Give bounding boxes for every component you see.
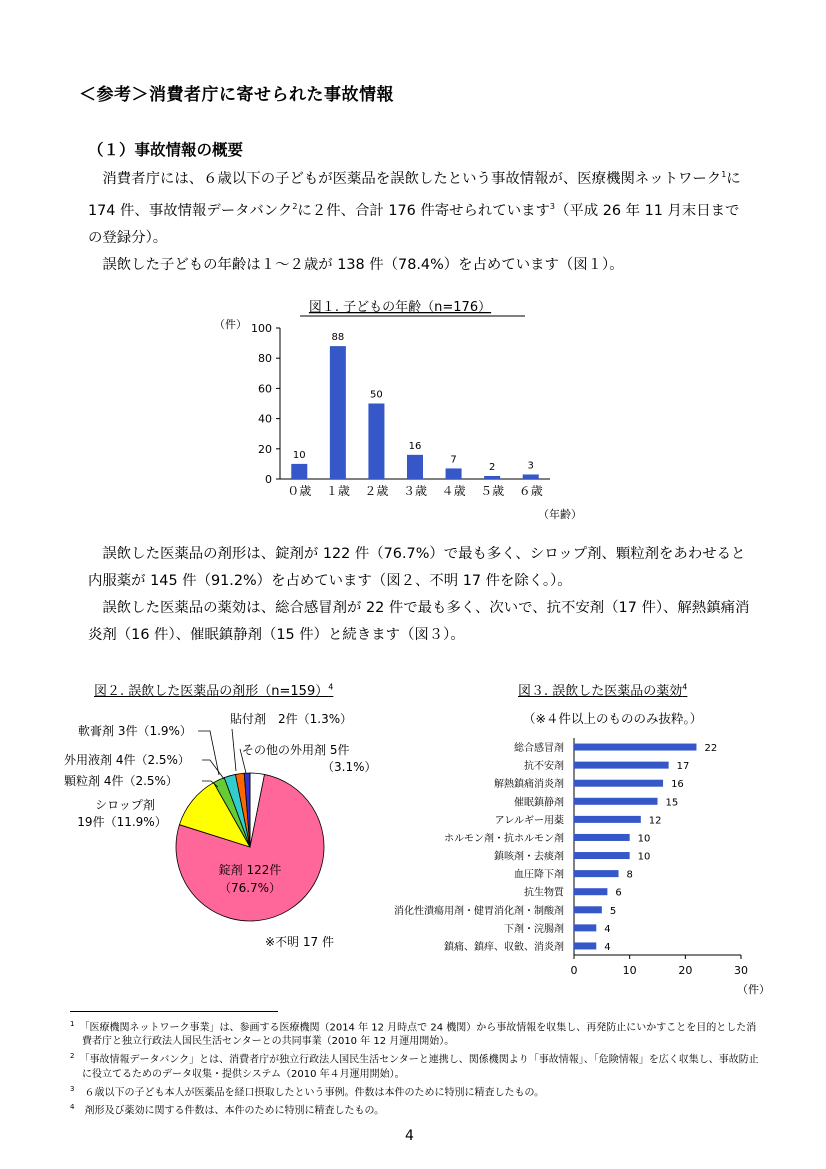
pie-title-text: 図２. 誤飲した医薬品の剤形（n=159） [94, 684, 329, 699]
hbar [574, 888, 607, 895]
hbar-category-label: ホルモン剤・抗ホルモン剤 [444, 833, 564, 845]
hbar-category-label: 解熱鎮痛消炎剤 [494, 779, 564, 791]
hbar-category-label: 催眠鎮静剤 [514, 797, 564, 809]
footnote-num: 2 [70, 1052, 75, 1061]
bar [330, 346, 346, 479]
hbar-title-sup: 4 [682, 682, 688, 692]
footnote-num: 4 [70, 1102, 75, 1111]
paragraph-efficacy: 誤飲した医薬品の薬効は、総合感冒剤が 22 件で最も多く、次いで、抗不安剤（17 件）、解熱鎮痛消炎剤（16 件）、催眠鎮静剤（15 件）と続きます（図３）。 [88, 600, 750, 643]
footnote-num: 3 [70, 1084, 75, 1093]
hbar-value-label: 12 [648, 815, 662, 827]
hbar-x-tick-label: 0 [570, 964, 578, 977]
paragraph-intro [88, 161, 753, 279]
hbar [574, 798, 658, 805]
bar [484, 476, 500, 479]
hbar-value-label: 5 [609, 905, 617, 917]
footnote-ref-2: 2 [292, 201, 298, 211]
bar [523, 474, 539, 479]
bar-value-label: 16 [408, 440, 422, 452]
pie-label-other: その他の外用剤 5件 [242, 743, 350, 757]
footnote-ref-3: 3 [549, 201, 555, 211]
page-heading: ＜参考＞消費者庁に寄せられた事故情報 [79, 85, 394, 105]
para1-text-1: 消費者庁には、６歳以下の子どもが医薬品を誤飲したという事故情報が、医療機関ネットワーク [102, 170, 722, 187]
hbar [574, 852, 630, 859]
y-axis-label: （件） [214, 318, 247, 331]
y-tick-label: 0 [265, 473, 272, 486]
para1-text-3: に２件、合計 176 件寄せられています [297, 202, 550, 219]
y-tick-label: 40 [258, 412, 272, 426]
paragraph-age: 誤飲した子どもの年齢は１～２歳が 138 件（78.4%）を占めています（図１）。 [102, 256, 624, 273]
pie-pct-tablet: （76.7%） [218, 881, 282, 895]
hbar-value-label: 10 [637, 851, 651, 863]
x-tick-label: ２歳 [364, 484, 389, 498]
section-heading: （１）事故情報の概要 [88, 141, 244, 159]
bar [368, 404, 384, 480]
hbar-title-text: 図３. 誤飲した医薬品の薬効 [518, 684, 683, 699]
x-tick-label: ０歳 [287, 484, 312, 498]
bar-value-label: 7 [450, 454, 457, 466]
footnote-ref-1: 1 [721, 170, 727, 179]
bar-value-label: 10 [292, 449, 306, 461]
hbar-x-axis-label: （件） [737, 983, 770, 996]
pie-label-liquid: 外用液剤 4件（2.5%） [64, 753, 190, 767]
hbar-category-label: 下剤・浣腸剤 [504, 923, 564, 935]
pie-label-tablet: 錠剤 122件 [218, 863, 282, 877]
x-tick-label: １歳 [325, 484, 350, 498]
bar-value-label: 2 [488, 461, 496, 473]
bar-value-label: 50 [370, 389, 383, 401]
pie-label-syrup: シロップ剤 [95, 798, 155, 812]
bar-value-label: 3 [527, 460, 534, 472]
hbar-category-label: 血圧降下剤 [514, 869, 564, 881]
bar [446, 468, 462, 479]
hbar-category-label: 消化性潰瘍用剤・健胃消化剤・制酸剤 [394, 905, 564, 917]
para1-text-4: （平成 26 年 11 月末日までの登録分）。 [88, 202, 740, 246]
hbar [574, 780, 663, 787]
hbar-category-label: アレルギー用薬 [494, 815, 564, 827]
pie-note: ※不明 17 件 [265, 935, 334, 949]
hbar [574, 816, 641, 823]
hbar-chart-title [518, 680, 687, 699]
hbar-value-label: 16 [671, 779, 684, 791]
footnote-text: 「事故情報データバンク」とは、消費者庁が独立行政法人国民生活センターと連携し、関係機関より「事故情報」、「危険情報」を広く収集し、事故防止に役立てるためのデータ収集・提供システム（2010 年４月運用開始）。 [82, 1054, 759, 1080]
pie-label-ointment: 軟膏剤 3件（1.9%） [78, 724, 192, 738]
hbar [574, 834, 630, 841]
pie-label-patch: 貼付剤 2件（1.3%） [230, 712, 353, 726]
pie-chart-title [94, 680, 333, 699]
pie-pct-syrup: 19件（11.9%） [77, 815, 167, 829]
page-number: 4 [405, 1128, 414, 1144]
x-tick-label: ４歳 [441, 484, 466, 498]
hbar-category-label: 抗生物質 [524, 887, 564, 899]
hbar-category-label: 総合感冒剤 [514, 743, 564, 755]
hbar-category-label: 抗不安剤 [524, 761, 564, 773]
footnote-text: 「医療機関ネットワーク事業」は、参画する医療機関（2014 年 12 月時点で 24 機関）から事故情報を収集し、再発防止にいかすことを目的とした消費者庁と独立行政法人国民生活センターとの共同事業（2010 年 12 月運用開始）。 [82, 1022, 757, 1048]
x-axis-label: （年齢） [538, 508, 582, 521]
footnote-num: 1 [70, 1020, 75, 1028]
footnote-separator [70, 1011, 278, 1012]
footnote-3 [70, 1082, 760, 1100]
bar [407, 455, 423, 479]
footnote-1 [70, 1017, 760, 1049]
pie-pct-other: （3.1%） [322, 760, 377, 774]
y-tick-label: 100 [251, 322, 272, 335]
leader-patch [232, 729, 236, 771]
hbar [574, 870, 619, 877]
footnote-text: 剤形及び薬効に関する件数は、本件のために特別に精査したもの。 [84, 1105, 385, 1117]
hbar-category-label: 鎮痛、鎮痒、収斂、消炎剤 [444, 941, 564, 953]
bar [291, 464, 307, 479]
hbar-value-label: 8 [626, 869, 633, 881]
bar-value-label: 88 [331, 332, 345, 344]
hbar-value-label: 4 [604, 923, 611, 935]
paragraph-dosage-form: 誤飲した医薬品の剤形は、錠剤が 122 件（76.7%）で最も多く、シロップ剤、顆粒剤をあわせると内服薬が 145 件（91.2%）を占めています（図２、不明 17 件を除く。）。 [88, 546, 746, 589]
age-bar-chart [200, 290, 600, 522]
hbar-value-label: 10 [637, 833, 651, 845]
pie-label-granule: 顆粒剤 4件（2.5%） [64, 774, 178, 788]
hbar-x-tick-label: 30 [734, 964, 748, 977]
para1-text-2: に 174 件、事故情報データバンク [88, 170, 741, 219]
hbar-category-label: 鎮咳剤・去痰剤 [494, 851, 564, 863]
hbar-value-label: 15 [665, 797, 679, 809]
footnote-text: ６歳以下の子ども本人が医薬品を経口摂取したという事例。件数は本件のために特別に精査したもの。 [84, 1086, 545, 1098]
hbar-x-tick-label: 20 [678, 964, 693, 977]
y-tick-label: 80 [258, 352, 272, 366]
hbar-value-label: 4 [604, 941, 611, 953]
footnote-4 [70, 1100, 760, 1118]
footnote-2 [70, 1049, 760, 1081]
hbar-value-label: 17 [676, 761, 690, 773]
y-tick-label: 60 [258, 382, 272, 396]
hbar-chart-subtitle: （※４件以上のもののみ抜粋。） [523, 711, 703, 726]
footnotes [70, 1017, 760, 1118]
y-tick-label: 20 [258, 442, 272, 456]
hbar-x-tick-label: 10 [622, 964, 637, 977]
hbar [574, 942, 596, 949]
pie-title-sup: 4 [328, 682, 334, 692]
efficacy-bar-chart [340, 730, 780, 1000]
paragraph-forms [88, 541, 753, 649]
x-tick-label: ３歳 [402, 484, 428, 498]
leader-liquid [202, 760, 224, 779]
hbar [574, 744, 696, 751]
x-tick-label: ６歳 [518, 484, 543, 498]
hbar-value-label: 6 [615, 887, 622, 899]
hbar [574, 924, 596, 931]
hbar [574, 762, 669, 769]
hbar-value-label: 22 [704, 743, 718, 755]
x-tick-label: ５歳 [480, 484, 505, 498]
chart-title: 図１. 子どもの年齢（n=176） [308, 300, 492, 315]
hbar [574, 906, 602, 913]
